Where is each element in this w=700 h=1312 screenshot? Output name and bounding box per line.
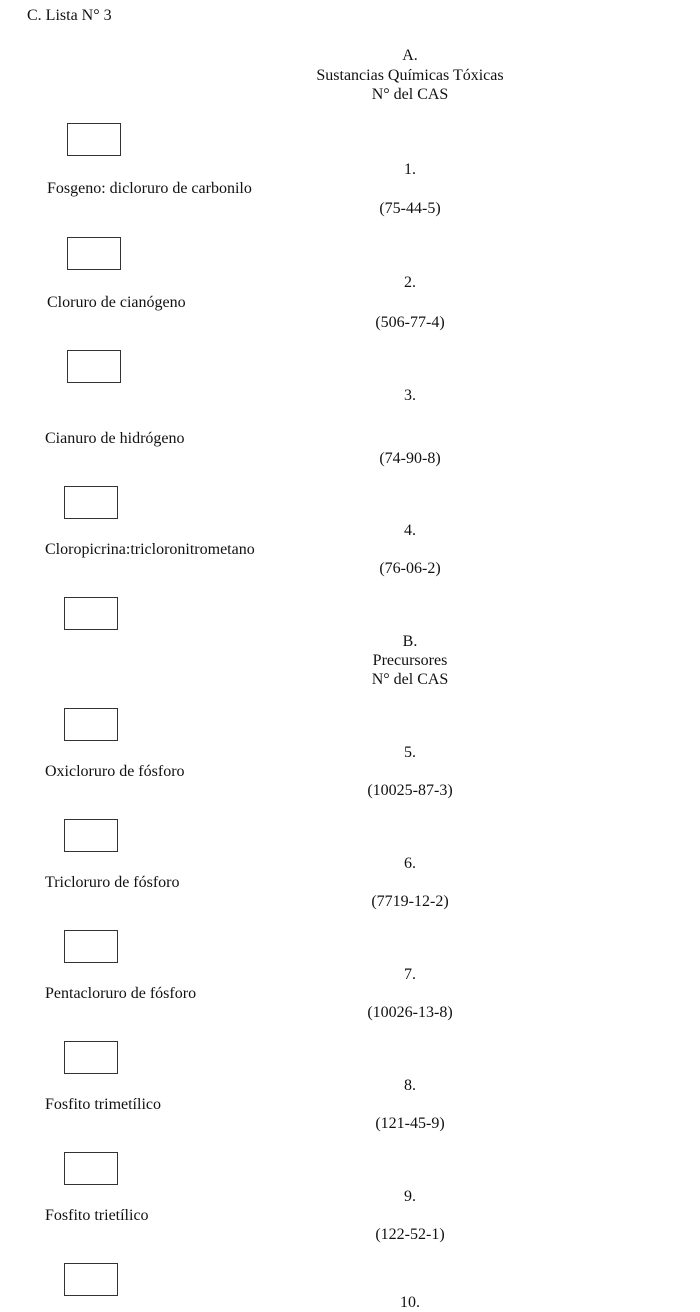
item-cas: (74-90-8) bbox=[379, 450, 441, 467]
checkbox-item-4[interactable] bbox=[64, 486, 118, 519]
item-number: 8. bbox=[404, 1077, 416, 1094]
checkbox-section-b[interactable] bbox=[64, 597, 118, 630]
item-number: 4. bbox=[404, 522, 416, 539]
item-number: 2. bbox=[404, 274, 416, 291]
checkbox-item-10[interactable] bbox=[64, 1263, 118, 1296]
section-a-subtitle: N° del CAS bbox=[371, 86, 449, 103]
item-cas: (121-45-9) bbox=[375, 1115, 445, 1132]
section-b-title: Precursores bbox=[372, 652, 448, 669]
item-number: 9. bbox=[404, 1188, 416, 1205]
item-number: 10. bbox=[400, 1294, 420, 1311]
item-cas: (10025-87-3) bbox=[367, 782, 453, 799]
item-name: Fosfito trimetílico bbox=[45, 1096, 161, 1113]
item-cas: (506-77-4) bbox=[375, 314, 445, 331]
section-b-subtitle: N° del CAS bbox=[371, 671, 449, 688]
item-cas: (122-52-1) bbox=[375, 1226, 445, 1243]
section-a-letter: A. bbox=[402, 47, 418, 64]
item-name: Fosfito trietílico bbox=[45, 1207, 149, 1224]
item-name: Cianuro de hidrógeno bbox=[45, 430, 185, 447]
checkbox-item-7[interactable] bbox=[64, 930, 118, 963]
item-cas: (10026-13-8) bbox=[367, 1004, 453, 1021]
checkbox-item-8[interactable] bbox=[64, 1041, 118, 1074]
item-number: 5. bbox=[404, 744, 416, 761]
item-name: Pentacloruro de fósforo bbox=[45, 985, 197, 1002]
item-name: Cloropicrina:tricloronitrometano bbox=[45, 541, 255, 558]
list-heading: C. Lista N° 3 bbox=[27, 7, 112, 24]
checkbox-item-6[interactable] bbox=[64, 819, 118, 852]
checkbox-item-2[interactable] bbox=[67, 237, 121, 270]
item-name: Fosgeno: dicloruro de carbonilo bbox=[47, 180, 252, 197]
checkbox-item-5[interactable] bbox=[64, 708, 118, 741]
item-number: 3. bbox=[404, 387, 416, 404]
item-name: Tricloruro de fósforo bbox=[45, 874, 180, 891]
item-name: Oxicloruro de fósforo bbox=[45, 763, 185, 780]
item-cas: (75-44-5) bbox=[379, 200, 441, 217]
item-cas: (7719-12-2) bbox=[371, 893, 449, 910]
section-a-title: Sustancias Químicas Tóxicas bbox=[316, 67, 504, 84]
checkbox-item-9[interactable] bbox=[64, 1152, 118, 1185]
checkbox-item-3[interactable] bbox=[67, 350, 121, 383]
item-cas: (76-06-2) bbox=[379, 560, 441, 577]
item-name: Cloruro de cianógeno bbox=[47, 294, 186, 311]
section-b-letter: B. bbox=[402, 633, 418, 650]
item-number: 1. bbox=[404, 161, 416, 178]
checkbox-item-1[interactable] bbox=[67, 123, 121, 156]
item-number: 7. bbox=[404, 966, 416, 983]
item-number: 6. bbox=[404, 855, 416, 872]
